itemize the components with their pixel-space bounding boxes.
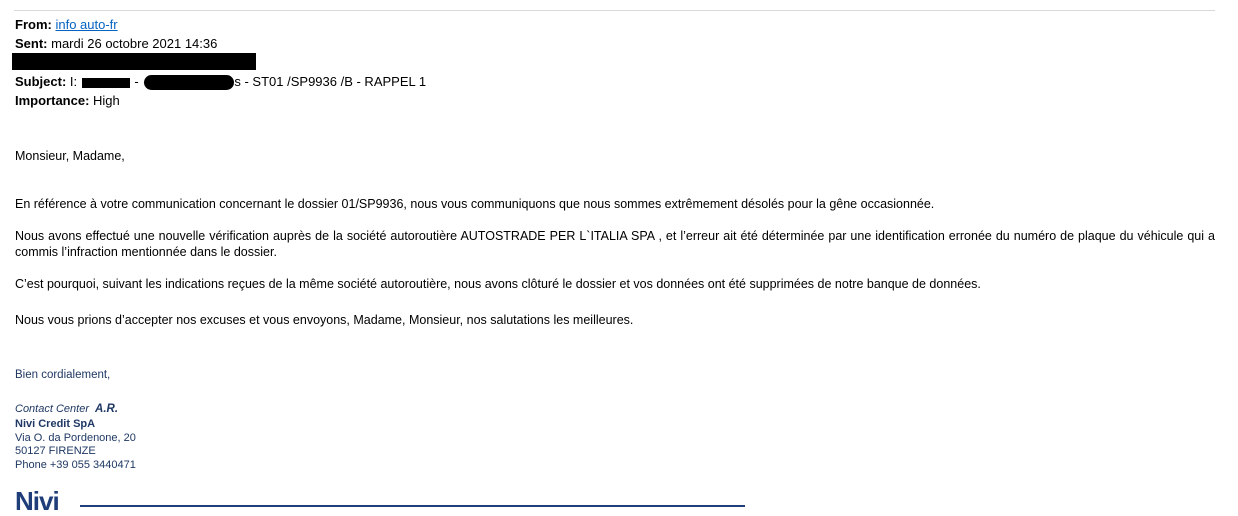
subject-row [15,74,426,90]
logo-rule [80,505,745,507]
redacted-to-line [12,53,256,70]
sent-row [15,36,217,52]
closing: Bien cordialement, [15,369,111,381]
greeting: Monsieur, Madame, [15,149,125,163]
subject-label: Subject: [15,74,67,89]
contact-center-label: Contact Center [15,403,89,415]
paragraph-3: C’est pourquoi, suivant les indications reçues de la même société autoroutière, nous avons clôturé le dossier et vos données ont été supprimées de notre banque de données. [15,277,981,291]
company-name: Nivi Credit SpA [15,418,96,430]
phone-number: Phone +39 055 3440471 [15,459,136,471]
paragraph-2: Nous avons effectué une nouvelle vérification auprès de la société autoroutière AUTOSTRADE PER L`ITALIA SPA , et l’erreur ait été déterminée par une identification erronée du numéro de plaque du véhicule qui a commis l’infraction mentionnée dans le dossier. [15,229,1215,259]
subject-prefix: I: [69,74,78,89]
from-sender-link[interactable]: info auto-fr [55,17,118,32]
subject-dash: - [134,74,139,89]
nivi-logo: Nivi [15,486,59,516]
paragraph-4: Nous vous prions d’accepter nos excuses et vous envoyons, Madame, Monsieur, nos salutations les meilleures. [15,313,634,327]
address-line-2: 50127 FIRENZE [15,445,96,457]
address-line-1: Via O. da Pordenone, 20 [15,432,136,444]
importance-value: High [93,93,120,108]
from-label: From: [15,17,52,32]
contact-center-line [15,403,118,417]
from-row [15,17,118,33]
paragraph-1: En référence à votre communication concernant le dossier 01/SP9936, nous vous communiquons que nous sommes extrêmement désolés pour la gêne occasionnée. [15,197,935,211]
importance-label: Importance: [15,93,90,108]
agent-initials: A.R. [95,403,119,415]
importance-row [15,93,120,109]
subject-rest: s - ST01 /SP9936 /B - RAPPEL 1 [234,74,427,89]
sent-label: Sent: [15,36,48,51]
redaction-block [144,75,234,90]
redaction-block [82,78,130,88]
sent-value: mardi 26 octobre 2021 14:36 [51,36,218,51]
header-divider [14,10,1215,11]
